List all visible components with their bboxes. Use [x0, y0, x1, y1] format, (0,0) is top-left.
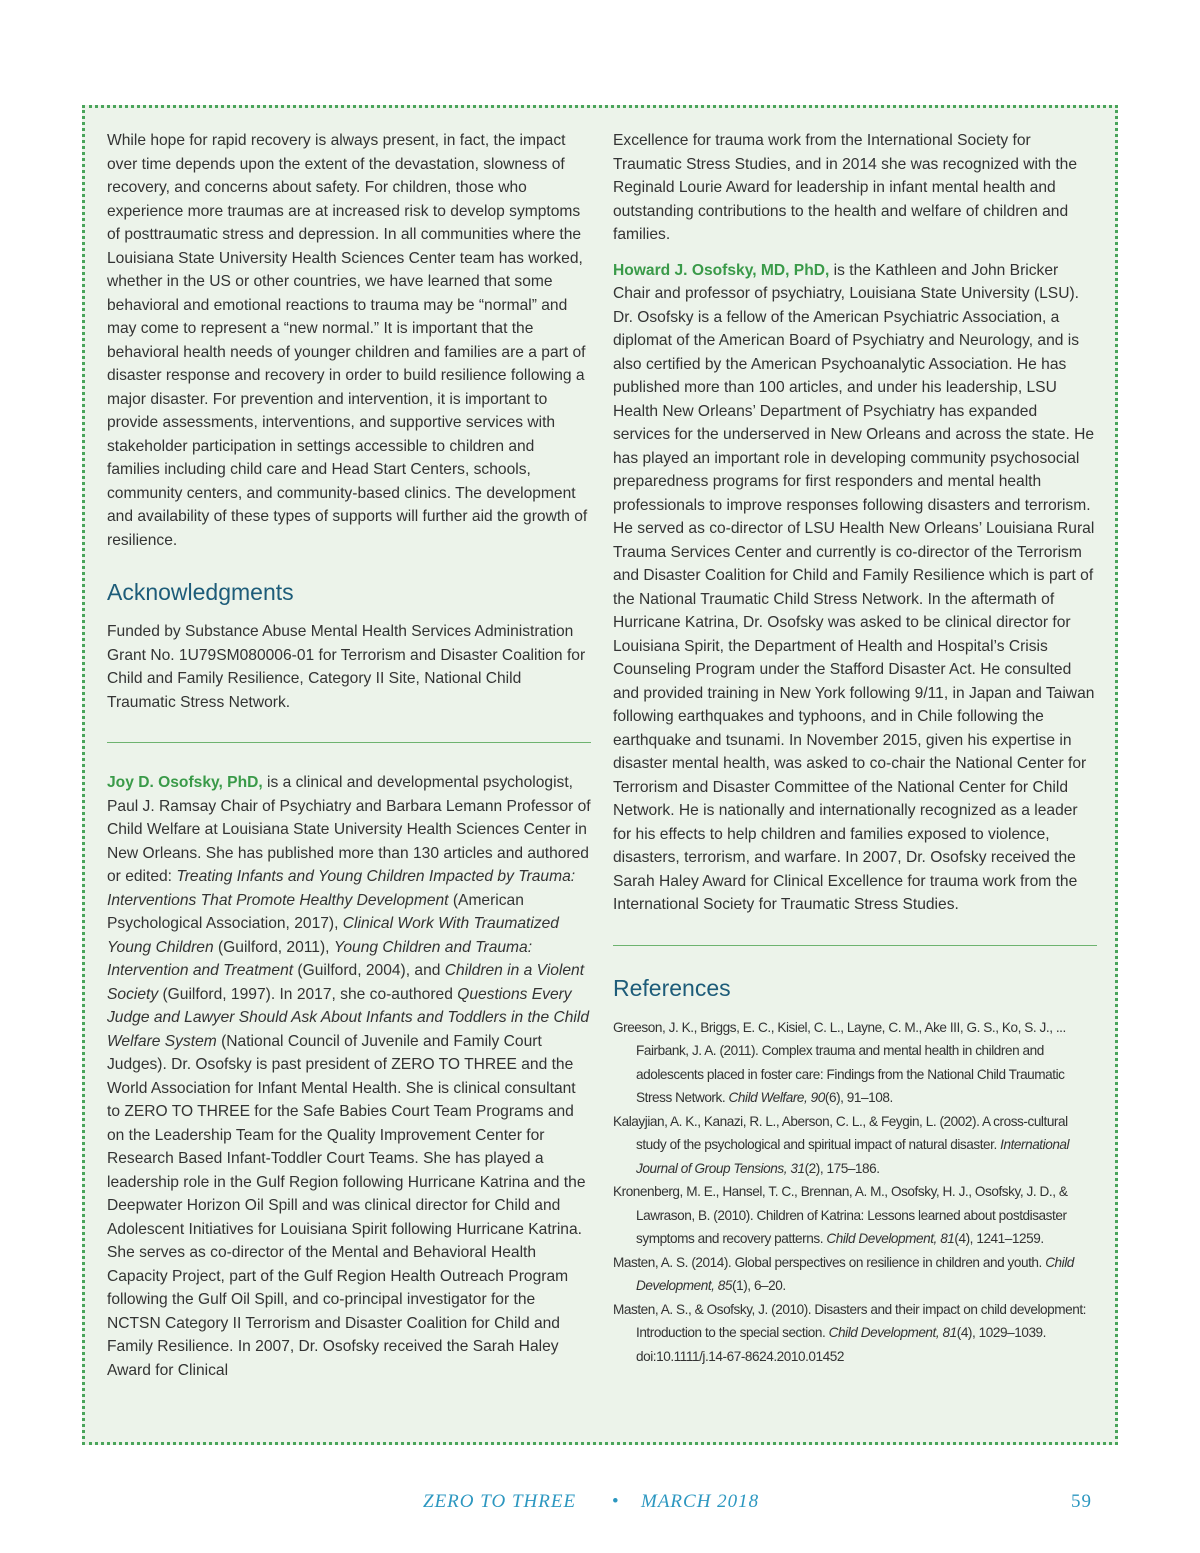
book-title: Children in a Violent Society	[107, 962, 585, 1003]
right-column	[613, 129, 1097, 1368]
intro-paragraph: While hope for rapid recovery is always present, in fact, the impact over time depends upon the extent of the devastation, slowness of recovery, and concerns about safety. For children, those who experience more traumas are at increased risk to develop symptoms of posttraumatic stress and depression. In all communities where the Louisiana State University Health Sciences Center team has worked, whether in the US or other countries, we have learned that some behavioral and emotional reactions to trauma may be “normal” and may come to represent a “new normal.” It is important that the behavioral health needs of younger children and families are a part of disaster response and recovery in order to build resilience following a major disaster. For prevention and intervention, it is important to provide assessments, interventions, and supportive services with stakeholder participation in settings accessible to children and families including child care and Head Start Centers, schools, community centers, and community-based clinics. The development and availability of these types of supports will further aid the growth of resilience.	[107, 132, 588, 549]
page-number: 59	[1071, 1491, 1092, 1512]
left-column	[107, 129, 591, 1382]
book-title: Clinical Work With Traumatized Young Children	[107, 915, 559, 956]
author-bio-joy: Joy D. Osofsky, PhD, is a clinical and developmental psychologist, Paul J. Ramsay Chair of Psychiatry and Barbara Lemann Professor of Child Welfare at Louisiana State University Health Sciences Center in New Orleans. She has published more than 130 articles and authored or edited: Treating Infants and Young Children Impacted by Trauma: Interventions That Promote Healthy Development (American Psychological Association, 2017), Clinical Work With Traumatized Young Children (Guilford, 2011), Young Children and Trauma: Intervention and Treatment (Guilford, 2004), and Children in a Violent Society (Guilford, 1997). In 2017, she co-authored Questions Every Judge and Lawyer Should Ask About Infants and Toddlers in the Child Welfare System (National Council of Juvenile and Family Court Judges). Dr. Osofsky is past president of ZERO TO THREE and the World Association for Infant Mental Health. She is clinical consultant to ZERO TO THREE for the Safe Babies Court Team Programs and on the Leadership Team for the Quality Improvement Center for Research Based Infant-Toddler Court Teams. She has played a leadership role in the Gulf Region following Hurricane Katrina and the Deepwater Horizon Oil Spill and was clinical director for Child and Adolescent Initiatives for Louisiana Spirit following Hurricane Katrina. She serves as co-director of the Mental and Behavioral Health Capacity Project, part of the Gulf Region Health Outreach Program following the Gulf Oil Spill, and co-principal investigator for the NCTSN Category II Terrorism and Disaster Coalition for Child and Family Resilience. In 2007, Dr. Osofsky received the Sarah Haley Award for Clinical	[107, 774, 591, 1379]
acknowledgments-text: Funded by Substance Abuse Mental Health Services Administration Grant No. 1U79SM080006-01 for Terrorism and Disaster Coalition for Child and Family Resilience, Category II Site, National Child Traumatic Stress Network.	[107, 623, 586, 711]
section-divider	[107, 742, 591, 743]
reference-item: Kalayjian, A. K., Kanazi, R. L., Aberson, C. L., & Feygin, L. (2002). A cross-cultural study of the psychological and spiritual impact of natural disaster. International Journal of Group Tensions, 31(2), 175–186.	[613, 1113, 1070, 1176]
reference-item: Masten, A. S., & Osofsky, J. (2010). Disasters and their impact on child development: Introduction to the special section. Child Development, 81(4), 1029–1039. doi:10.1111/j.14-67-8624.2010.01452	[613, 1301, 1087, 1364]
author-name: Howard J. Osofsky, MD, PhD,	[613, 261, 830, 279]
book-title: Questions Every Judge and Lawyer Should Ask About Infants and Toddlers in the Child Welfare System	[107, 985, 589, 1050]
reference-list	[613, 1016, 1097, 1369]
book-title: Young Children and Trauma: Intervention and Treatment	[107, 938, 533, 979]
reference-item: Masten, A. S. (2014). Global perspectives on resilience in children and youth. Child Development, 85(1), 6–20.	[613, 1254, 1074, 1293]
magazine-title: ZERO TO THREE	[423, 1491, 577, 1512]
page-footer	[0, 1488, 1200, 1518]
issue-date: MARCH 2018	[641, 1491, 760, 1512]
section-divider	[613, 945, 1097, 946]
reference-item: Kronenberg, M. E., Hansel, T. C., Brennan, A. M., Osofsky, H. J., Osofsky, J. D., & Lawrason, B. (2010). Children of Katrina: Lessons learned about postdisaster symptoms and recovery patterns. Child Development, 81(4), 1241–1259.	[613, 1184, 1068, 1246]
bio-continuation: Excellence for trauma work from the International Society for Traumatic Stress Studies, and in 2014 she was recognized with the Reginald Lourie Award for leadership in infant mental health and outstanding contributions to the health and welfare of children and families.	[613, 132, 1078, 243]
acknowledgments-heading: Acknowledgments	[107, 579, 294, 605]
author-bio-howard: Howard J. Osofsky, MD, PhD, is the Kathleen and John Bricker Chair and professor of psychiatry, Louisiana State University (LSU). Dr. Osofsky is a fellow of the American Psychiatric Association, a diplomat of the American Board of Psychiatry and Neurology, and is also certified by the American Psychoanalytic Association. He has published more than 100 articles, and under his leadership, LSU Health New Orleans’ Department of Psychiatry has expanded services for the underserved in New Orleans and across the state. He has played an important role in developing community psychosocial preparedness programs for first responders and mental health professionals to improve responses following disasters and terrorism. He served as co-director of LSU Health New Orleans’ Louisiana Rural Trauma Services Center and currently is co-director of the Terrorism and Disaster Coalition for Child and Family Resilience which is part of the National Traumatic Child Stress Network. In the aftermath of Hurricane Katrina, Dr. Osofsky was asked to be clinical director for Louisiana Spirit, the Department of Health and Hospital’s Crisis Counseling Program under the Stafford Disaster Act. He consulted and provided training in New York following 9/11, in Japan and Taiwan following earthquakes and typhoons, and in Chile following the earthquake and tsunami. In November 2015, given his expertise in disaster mental health, was asked to co-chair the National Center for Terrorism and Disaster Committee of the National Center for Child Network. He is nationally and internationally recognized as a leader for his effects to help children and families exposed to violence, disasters, terrorism, and warfare. In 2007, Dr. Osofsky received the Sarah Haley Award for Clinical Excellence for trauma work from the International Society for Traumatic Stress Studies.	[613, 261, 1095, 913]
author-name: Joy D. Osofsky, PhD,	[107, 774, 263, 791]
book-title: Treating Infants and Young Children Impacted by Trauma: Interventions That Promote Healthy Development	[107, 868, 576, 909]
footer-separator: •	[612, 1491, 620, 1512]
reference-item: Greeson, J. K., Briggs, E. C., Kisiel, C. L., Layne, C. M., Ake III, G. S., Ko, S. J., ... Fairbank, J. A. (2011). Complex trauma and mental health in children and adolescents placed in foster care: Findings from the National Child Traumatic Stress Network. Child Welfare, 90(6), 91–108.	[613, 1019, 1066, 1105]
references-heading: References	[613, 974, 731, 1001]
